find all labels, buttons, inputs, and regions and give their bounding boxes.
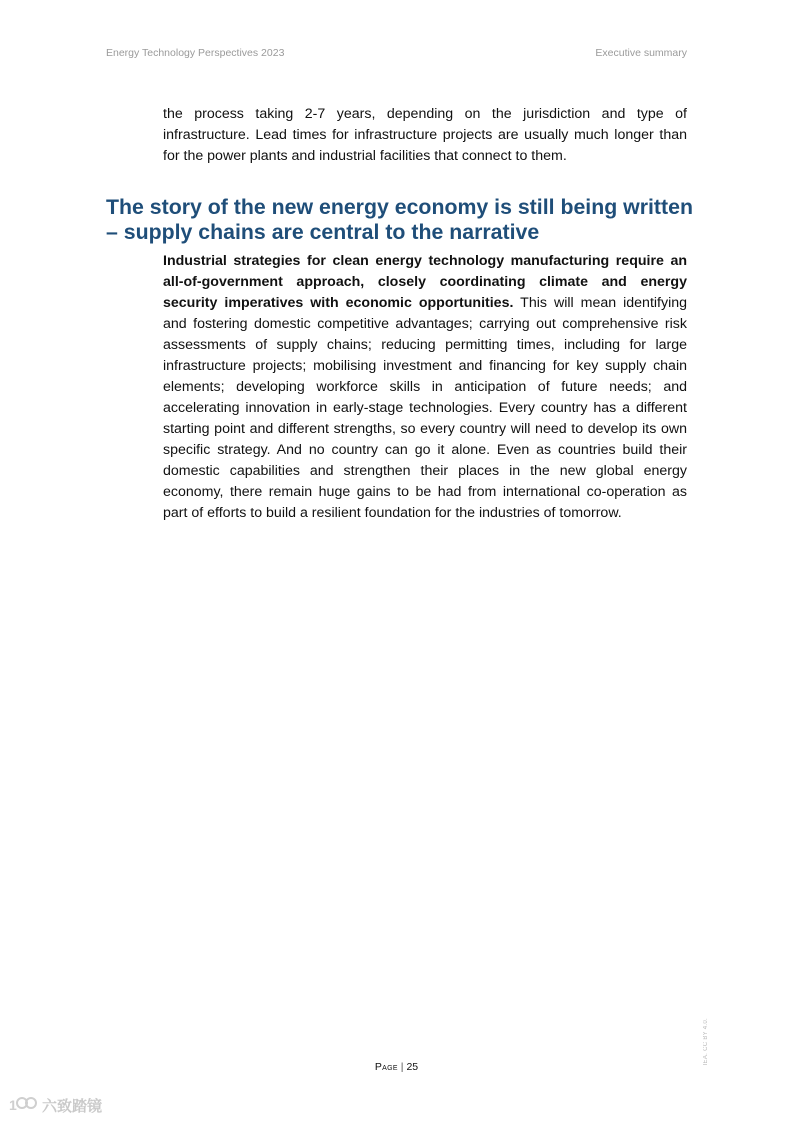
paragraph-2-rest: This will mean identifying and fostering domestic competitive advantages; carrying out comprehensive risk assessments of supply chains; reducing permitting times, including for large infrastructure projects; mobilising investment and financing for key supply chain elements; developing workforce skills in anticipation of future needs; and accelerating innovation in early-stage technologies. Every country has a different starting point and different strengths, so every country will need to develop its own specific strategy. And no country can go it alone. Even as countries build their domestic capabilities and strengthen their places in the new global energy economy, there remain huge gains to be had from international co-operation as part of efforts to build a resilient foundation for the industries of tomorrow. [163,295,688,521]
running-header-title: Energy Technology Perspectives 2023 [106,47,285,59]
running-header-section: Executive summary [595,47,687,59]
page-footer [0,1061,793,1073]
page-separator: | [400,1061,404,1073]
page-number: 25 [406,1061,419,1073]
paragraph-2-lead: Industrial strategies for clean energy technology manufacturing require an all-of-government approach, closely coordinating climate and energy security imperatives with economic opportunities. [163,253,687,311]
license-note: IEA. CC BY 4.0. [703,1018,709,1066]
watermark-logo-icon [8,1094,38,1116]
svg-text:1: 1 [9,1097,17,1113]
page-label: Page [374,1061,398,1073]
watermark [8,1094,102,1116]
body-paragraph-1: the process taking 2-7 years, depending on the jurisdiction and type of infrastructure. Lead times for infrastructure projects are usually much longer than for the power plants and industrial facilities that connect to them. [163,106,687,164]
body-paragraph-2 [163,251,687,524]
section-heading: The story of the new energy economy is still being written – supply chains are central to the narrative [106,195,693,244]
watermark-text: 六致踏镜 [42,1097,103,1115]
